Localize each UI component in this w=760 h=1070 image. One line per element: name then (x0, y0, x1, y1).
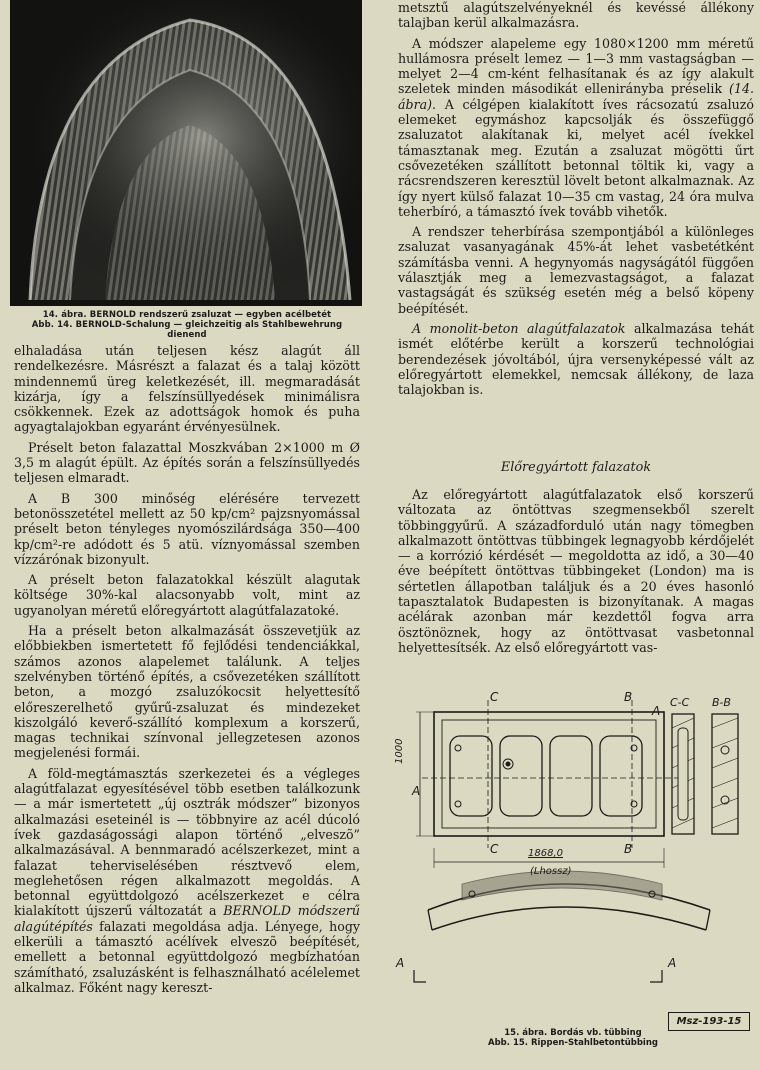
left-paragraph-1: elhaladása után teljesen kész alagút áll rendelkezésre. Másrészt a falazat és a talaj között mindennemű üreg keletkezését, ill. megmaradását kizárja, így a felszínsüllyedések minimálisra csökkennek. Ezek az adottságok homok és puha agyagtalajokban egyaránt érvényesülnek. (14, 343, 360, 435)
right-paragraph-2 (398, 36, 754, 220)
right-paragraph-2-end: . A célgépen kialakított íves rácsozatú zsaluzó elemeket egymáshoz kapcsolják és összefüggő zsaluzatot alakítanak ki, melyet acél ívekkel támasztanak meg. Ezután a zsaluzat mögötti űrt csővezetéken szállított betonnal töltik ki, vagy a rácsrendszeren keresztül lövelt betont alkalmaznak. Az így nyert külső falazat 10—35 cm vastag, 24 óra mulva teherbíró, a támasztó ívek tovább vihetők. (398, 96, 754, 219)
right-column-mid (398, 487, 754, 660)
left-paragraph-6-end: falazati megoldása adja. Lényege, hogy elkerüli a támasztó acélívek elveszõ beépítését, emellett a betonnal együttdolgozó megbízhatóan számítható, zsaluzásként is felhasználható acélelemet alkalmaz. Főként nagy kereszt- (14, 918, 360, 995)
figure-14-caption-de-2: dienend (167, 330, 207, 340)
figure-15-caption-de: Abb. 15. Rippen-Stahlbetontübbing (488, 1038, 658, 1048)
bernold-method-term: BERNOLD módszerű alagútépítés (14, 903, 360, 934)
right-paragraph-1: metsztű alagútszelvényeknél és kevéssé állékony talajban kerül alkalmazásra. (398, 0, 754, 31)
left-paragraph-3: A B 300 minőség elérésére tervezett betonösszetétel mellett az 50 kp/cm² pajzsnyomással préselt beton tényleges nyomószilárdsága 350—400 kp/cm²-re adódott és 5 atü. víznyomással szemben vízzárónak bizonyult. (14, 490, 360, 567)
right-paragraph-2-start: A módszer alapeleme egy 1080×1200 mm méretű hullámosra préselt lemez — 1—3 mm vastagságban — melyet 2—4 cm-ként felhasítanak és az így alakult szeletek minden másodikát ellenirányba préselik (398, 35, 754, 97)
monolith-term: A monolit-beton alagútfalazatok (412, 320, 626, 336)
figure-15-caption (392, 1028, 754, 1048)
left-paragraph-5: Ha a préselt beton alkalmazását összevetjük az előbbiekben ismertetett fő fejlődési tendenciákkal, számos azonos alapelemet találunk. A teljes szelvényben történő építés, a csővezetéken szállított beton, a mozgó zsaluzókocsit helyettesítő előreszerelhető gyűrű-zsaluzat és mindezeket kiszolgáló keverő-szállító komplexum a korszerű, magas technikai színvonal jellegzetesen azonos megjelenési formái. (14, 623, 360, 761)
label-A-bottom-right: A (668, 956, 677, 970)
section-heading: Előregyártott falazatok (500, 460, 652, 475)
drawing-number-stamp: Msz-193-15 (668, 1012, 750, 1031)
left-paragraph-6 (14, 766, 360, 995)
section-label-cc: C-C (670, 696, 690, 709)
figure-14-caption-de-1: Abb. 14. BERNOLD-Schalung — gleichzeitig als Stahlbewehrung (31, 320, 343, 330)
section-label-bb: B-B (712, 696, 731, 709)
dimension-1000: 1000 (394, 738, 405, 764)
left-paragraph-2: Préselt beton falazattal Moszkvában 2×1000 m Ø 3,5 m alagút épült. Az építés során a felszínsüllyedés teljesen elmaradt. (14, 439, 360, 486)
right-paragraph-4-end: alkalmazása tehát ismét előtérbe került a korszerű technológiai berendezések jóvoltából, újra versenyképessé vált az előregyártott elemekkel, nemcsak állékony, de laza talajokban is. (398, 320, 754, 398)
label-B-top: B (624, 690, 633, 704)
label-C-bottom: C (490, 842, 499, 856)
label-A-top: A (652, 704, 661, 718)
figure-15-drawing (392, 688, 754, 1018)
label-A-bottom-left: A (396, 956, 405, 970)
label-B-bottom: B (624, 842, 633, 856)
left-paragraph-4: A préselt beton falazatokkal készült alagutak költsége 30%-kal alacsonyabb volt, mint az ugyanolyan méretű előregyártott alagútfalazatoké. (14, 572, 360, 618)
right-paragraph-5: Az előregyártott alagútfalazatok első korszerű változata az öntöttvas szegmensekből szerelt többinggyűrű. A századforduló után nagy tömegben alkalmazott öntöttvas tübbingek legnagyobb kérdőjelét — a korrózió kérdését — megoldotta az idő, a 30—40 éve beépített öntöttvas tübbingeket (London) ma is sértetlen állapotban találjuk és a 20 éves hasonló tapasztalatok Budapesten is bizonyítanak. A magas acélárak azonban már kezdettől fogva arra ösztönöznek, hogy az öntöttvasat vasbetonnal helyettesítsék. Az első előregyártott vas- (398, 487, 754, 655)
right-paragraph-3: A rendszer teherbírása szempontjából a különleges zsaluzat vasanyagának 45%-át lehet vasbetétként számításba venni. A hegynyomás nagyságától függően választják meg a lemezvastagságot, a falazat vastagságát és szükség esetén még a belső köpeny beépítését. (398, 224, 754, 316)
figure-15-caption-hu: 15. ábra. Bordás vb. tübbing (504, 1028, 642, 1038)
left-column (14, 343, 360, 1000)
label-A-left: A (412, 784, 421, 798)
figure-14-photo (10, 0, 362, 306)
figure-ref-14: (14. ábra) (398, 81, 754, 112)
right-column-top (398, 0, 754, 402)
dimension-1868: 1868,0 (528, 848, 563, 859)
label-C-top: C (490, 690, 499, 704)
right-paragraph-4 (398, 321, 754, 397)
dimension-hossz: (Lhossz) (530, 866, 572, 877)
figure-14-caption-hu: 14. ábra. BERNOLD rendszerű zsaluzat — egyben acélbetét (42, 310, 332, 320)
left-paragraph-6-start: A föld-megtámasztás szerkezetei és a végleges alagútfalazat egyesítésével több esetben találkozunk — a már ismertetett „új osztrák módszer” bizonyos alkalmazási eseteinél is — többnyire az acél dúcoló ívek gazdaságossági alapon történő „elveszõ” alkalmazásával. A bennmaradó acélszerkezet, mint a falazat teherviselésében résztvevő elem, meglehetősen régen alkalmazott megoldás. A betonnal együttdolgozó acélszerkezet e célra kialakított újszerű változatát a (14, 765, 360, 919)
figure-14-caption (14, 310, 360, 340)
